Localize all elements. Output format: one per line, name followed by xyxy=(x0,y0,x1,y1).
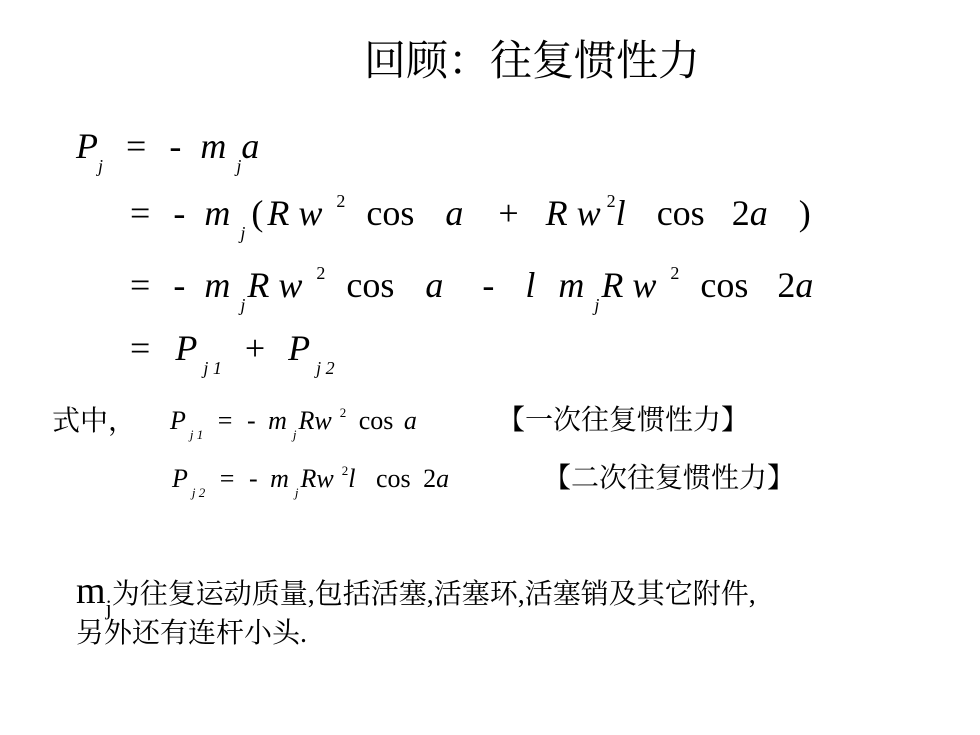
eq-operator: - xyxy=(482,265,495,305)
eq-symbol: a xyxy=(749,193,768,233)
eq-subscript: j 1 xyxy=(203,358,222,378)
eq-symbol: Rw xyxy=(300,464,334,493)
eq-superscript: 2 xyxy=(316,263,326,283)
eq-symbol: P xyxy=(172,464,188,493)
eq-operator: + xyxy=(498,193,519,233)
eq-operator: - xyxy=(248,464,258,493)
first-order-formula xyxy=(170,405,417,442)
eq-operator: = xyxy=(130,328,151,368)
equation-line-4 xyxy=(130,328,335,378)
eq-symbol: P xyxy=(175,328,198,368)
eq-symbol: R xyxy=(267,193,290,233)
eq-subscript: j 2 xyxy=(191,485,206,500)
eq-symbol: l xyxy=(348,464,356,493)
eq-superscript: 2 xyxy=(670,263,680,283)
eq-operator: - xyxy=(173,265,186,305)
second-order-tag: 【二次往复惯性力】 xyxy=(543,461,796,494)
eq-symbol: w xyxy=(278,265,303,305)
equation-line-2 xyxy=(130,191,811,243)
eq-subscript: j xyxy=(236,156,242,176)
eq-symbol: w xyxy=(576,193,601,233)
eq-number: 2 xyxy=(731,193,750,233)
eq-symbol: R xyxy=(601,265,624,305)
eq-symbol: P xyxy=(288,328,311,368)
eq-paren: ( xyxy=(251,193,264,233)
eq-subscript: j xyxy=(240,223,246,243)
eq-symbol: m xyxy=(200,126,227,166)
eq-symbol: a xyxy=(425,265,444,305)
eq-symbol: l xyxy=(615,193,626,233)
eq-paren: ) xyxy=(798,193,811,233)
eq-superscript: 2 xyxy=(336,191,346,211)
eq-operator: - xyxy=(246,406,256,435)
eq-symbol: l xyxy=(525,265,536,305)
eq-symbol: a xyxy=(403,406,417,435)
equation-line-3 xyxy=(130,263,814,315)
eq-subscript: j 1 xyxy=(189,427,204,442)
eq-operator: = xyxy=(219,464,235,493)
eq-operator: - xyxy=(169,126,182,166)
note-line-2: 另外还有连杆小头. xyxy=(76,618,308,649)
note-mass-subscript: j xyxy=(105,595,112,620)
first-order-tag: 【一次往复惯性力】 xyxy=(497,403,750,436)
eq-function: cos xyxy=(656,193,705,233)
eq-symbol: m xyxy=(558,265,585,305)
eq-operator: = xyxy=(130,193,151,233)
eq-symbol: a xyxy=(445,193,464,233)
note-mass-symbol: m xyxy=(76,570,106,612)
eq-symbol: m xyxy=(268,406,287,435)
eq-function: cos xyxy=(375,464,411,493)
eq-symbol: a xyxy=(436,464,450,493)
eq-symbol: R xyxy=(545,193,568,233)
second-order-formula xyxy=(172,463,450,500)
eq-subscript: j xyxy=(292,427,297,442)
eq-symbol: m xyxy=(270,464,289,493)
eq-symbol: m xyxy=(204,265,231,305)
eq-symbol: R xyxy=(247,265,270,305)
eq-superscript: 2 xyxy=(339,405,347,420)
eq-operator: = xyxy=(217,406,233,435)
eq-subscript: j xyxy=(98,156,104,176)
eq-symbol: P xyxy=(76,126,98,166)
where-label: 式中， xyxy=(52,404,137,437)
eq-subscript: j xyxy=(594,295,600,315)
note-text: 为往复运动质量,包括活塞,活塞环,活塞销及其它附件, xyxy=(111,579,756,610)
eq-number: 2 xyxy=(777,265,796,305)
eq-operator: - xyxy=(173,193,186,233)
eq-function: cos xyxy=(358,406,394,435)
note-line-1 xyxy=(76,570,756,620)
eq-subscript: j 2 xyxy=(316,358,335,378)
eq-symbol: m xyxy=(204,193,231,233)
eq-symbol: a xyxy=(795,265,814,305)
equation-line-1 xyxy=(76,126,260,176)
eq-symbol: w xyxy=(298,193,323,233)
eq-function: cos xyxy=(700,265,749,305)
eq-operator: = xyxy=(130,265,151,305)
eq-subscript: j xyxy=(240,295,246,315)
eq-symbol: w xyxy=(632,265,657,305)
eq-operator: = xyxy=(126,126,147,166)
eq-function: cos xyxy=(346,265,395,305)
eq-superscript: 2 xyxy=(606,191,616,211)
eq-operator: + xyxy=(244,328,266,368)
slide-title: 回顾：往复惯性力 xyxy=(364,36,701,85)
eq-subscript: j xyxy=(294,485,299,500)
eq-symbol: a xyxy=(241,126,260,166)
eq-number: 2 xyxy=(423,464,437,493)
eq-function: cos xyxy=(366,193,415,233)
eq-symbol: P xyxy=(170,406,186,435)
eq-superscript: 2 xyxy=(341,463,349,478)
eq-symbol: Rw xyxy=(298,406,332,435)
